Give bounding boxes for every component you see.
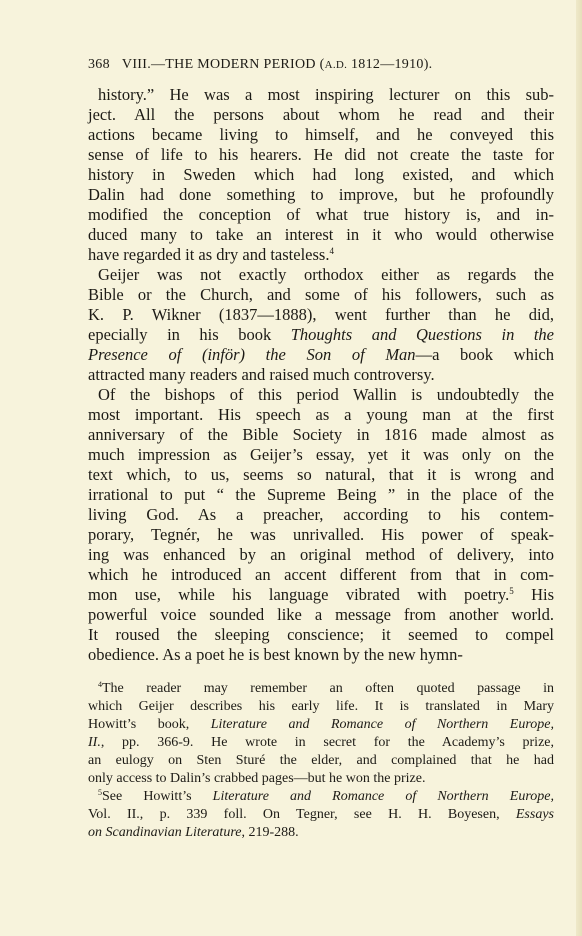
footnote [88,788,554,842]
text-run: which Geijer describes his early life. It is translated in Mary [88,699,554,714]
text-run: , pp. 366-9. He wrote in secret for the Academy’s prize, [100,735,554,750]
text-run: —a book which [415,345,554,364]
footnote-marker: 5 [98,788,102,797]
italic-title: Literature and Romance of Northern Europe, [212,789,554,804]
footnotes [88,680,554,842]
body-text [88,85,554,665]
text-line [88,405,554,425]
text-line [88,165,554,185]
text-run: much impression as Geijer’s essay, yet it was only on the [88,445,554,464]
text-run: Dalin had done something to improve, but he profoundly [88,185,554,204]
text-line [88,645,554,665]
text-line [88,605,554,625]
text-line [88,185,554,205]
text-run: K. P. Wikner (1837—1888), went further than he did, [88,305,554,324]
italic-title: Literature and Romance of Northern Europe, [210,717,554,732]
footnote-marker: 4 [98,680,102,689]
text-line [88,385,554,405]
text-run: an eulogy on Sten Sturé the elder, and complained that he had [88,753,554,768]
text-line [88,505,554,525]
text-run: See Howitt’s [102,789,213,804]
text-run: modified the conception of what true history is, and in- [88,205,554,224]
text-run: text which, to us, seems so natural, that it is wrong and [88,465,554,484]
text-run: Howitt’s book, [88,717,211,732]
text-run: attracted many readers and raised much controversy. [88,365,435,384]
text-line [88,285,554,305]
text-line [88,325,554,345]
text-run: living God. As a preacher, according to his contem- [88,505,554,524]
footnote-marker: 4 [329,246,334,256]
text-line [88,85,554,105]
text-run: Vol. II., p. 339 foll. On Tegner, see H. H. Boyesen, [88,807,516,822]
running-header [88,57,558,73]
text-run: only access to Dalin’s crabbed pages—but he won the prize. [88,771,426,786]
text-line [88,465,554,485]
text-run: mon use, while his language vibrated with poetry. [88,585,510,604]
italic-title: on Scandinavian Literature [88,825,242,840]
text-run: porary, Tegnér, he was unrivalled. His power of speak- [88,525,554,544]
text-line [88,485,554,505]
text-run: , 219-288. [241,825,299,840]
text-line [88,752,554,770]
text-run: duced many to take an interest in it who would otherwise [88,225,554,244]
footnote-marker: 5 [509,586,514,596]
text-line [88,265,554,285]
running-title: VIII.—THE MODERN PERIOD (A.D. 1812—1910). [121,57,433,72]
text-run: Geijer was not exactly orthodox either as regards the [98,265,554,284]
text-line [88,445,554,465]
text-run: anniversary of the Bible Society in 1816 made almost as [88,425,554,444]
text-line [88,734,554,752]
text-run: history.” He was a most inspiring lecturer on this sub- [98,85,554,104]
text-line [88,125,554,145]
text-line [88,585,554,605]
text-line [88,770,554,788]
text-run: have regarded it as dry and tasteless. [88,245,330,264]
text-run: ing was enhanced by an original method of delivery, into [88,545,554,564]
text-line [88,205,554,225]
paragraph [88,385,554,665]
text-line [88,680,554,698]
text-line [88,225,554,245]
paragraph [88,265,554,385]
text-line [88,525,554,545]
text-run: sense of life to his hearers. He did not create the taste for [88,145,554,164]
italic-title: Thoughts and Questions in the [290,325,554,344]
text-line [88,305,554,325]
text-line [88,625,554,645]
text-run: actions became living to himself, and he conveyed this [88,125,554,144]
text-run: The reader may remember an often quoted passage in [102,681,554,696]
text-run: powerful voice sounded like a message from another world. [88,605,554,624]
text-run: His [513,585,555,604]
text-run: which he introduced an accent different from that in com- [88,565,554,584]
text-line [88,365,554,385]
text-run: obedience. As a poet he is best known by the new hymn- [88,645,463,664]
italic-title: Presence of (inför) the Son of Man [88,345,416,364]
footnote [88,680,554,788]
text-run: history in Sweden which had long existed, and which [88,165,554,184]
text-line [88,565,554,585]
paragraph [88,85,554,265]
text-run: irrational to put “ the Supreme Being ” in the place of the [88,485,554,504]
text-line [88,425,554,445]
text-line [88,824,554,842]
text-line [88,345,554,365]
text-line [88,806,554,824]
text-line [88,105,554,125]
italic-title: Essays [515,807,554,822]
italic-title: II. [88,735,101,750]
text-line [88,545,554,565]
text-run: most important. His speech as a young man at the first [88,405,554,424]
text-run: epecially in his book [88,325,291,344]
text-line [88,145,554,165]
text-line [88,245,554,265]
text-run: It roused the sleeping conscience; it seemed to compel [88,625,554,644]
text-run: Bible or the Church, and some of his followers, such as [88,285,554,304]
page-number: 368 [88,57,110,72]
text-line [88,788,554,806]
text-run: Of the bishops of this period Wallin is undoubtedly the [98,385,554,404]
text-line [88,716,554,734]
text-line [88,698,554,716]
text-run: ject. All the persons about whom he read and their [88,105,554,124]
page-edge [576,0,582,936]
